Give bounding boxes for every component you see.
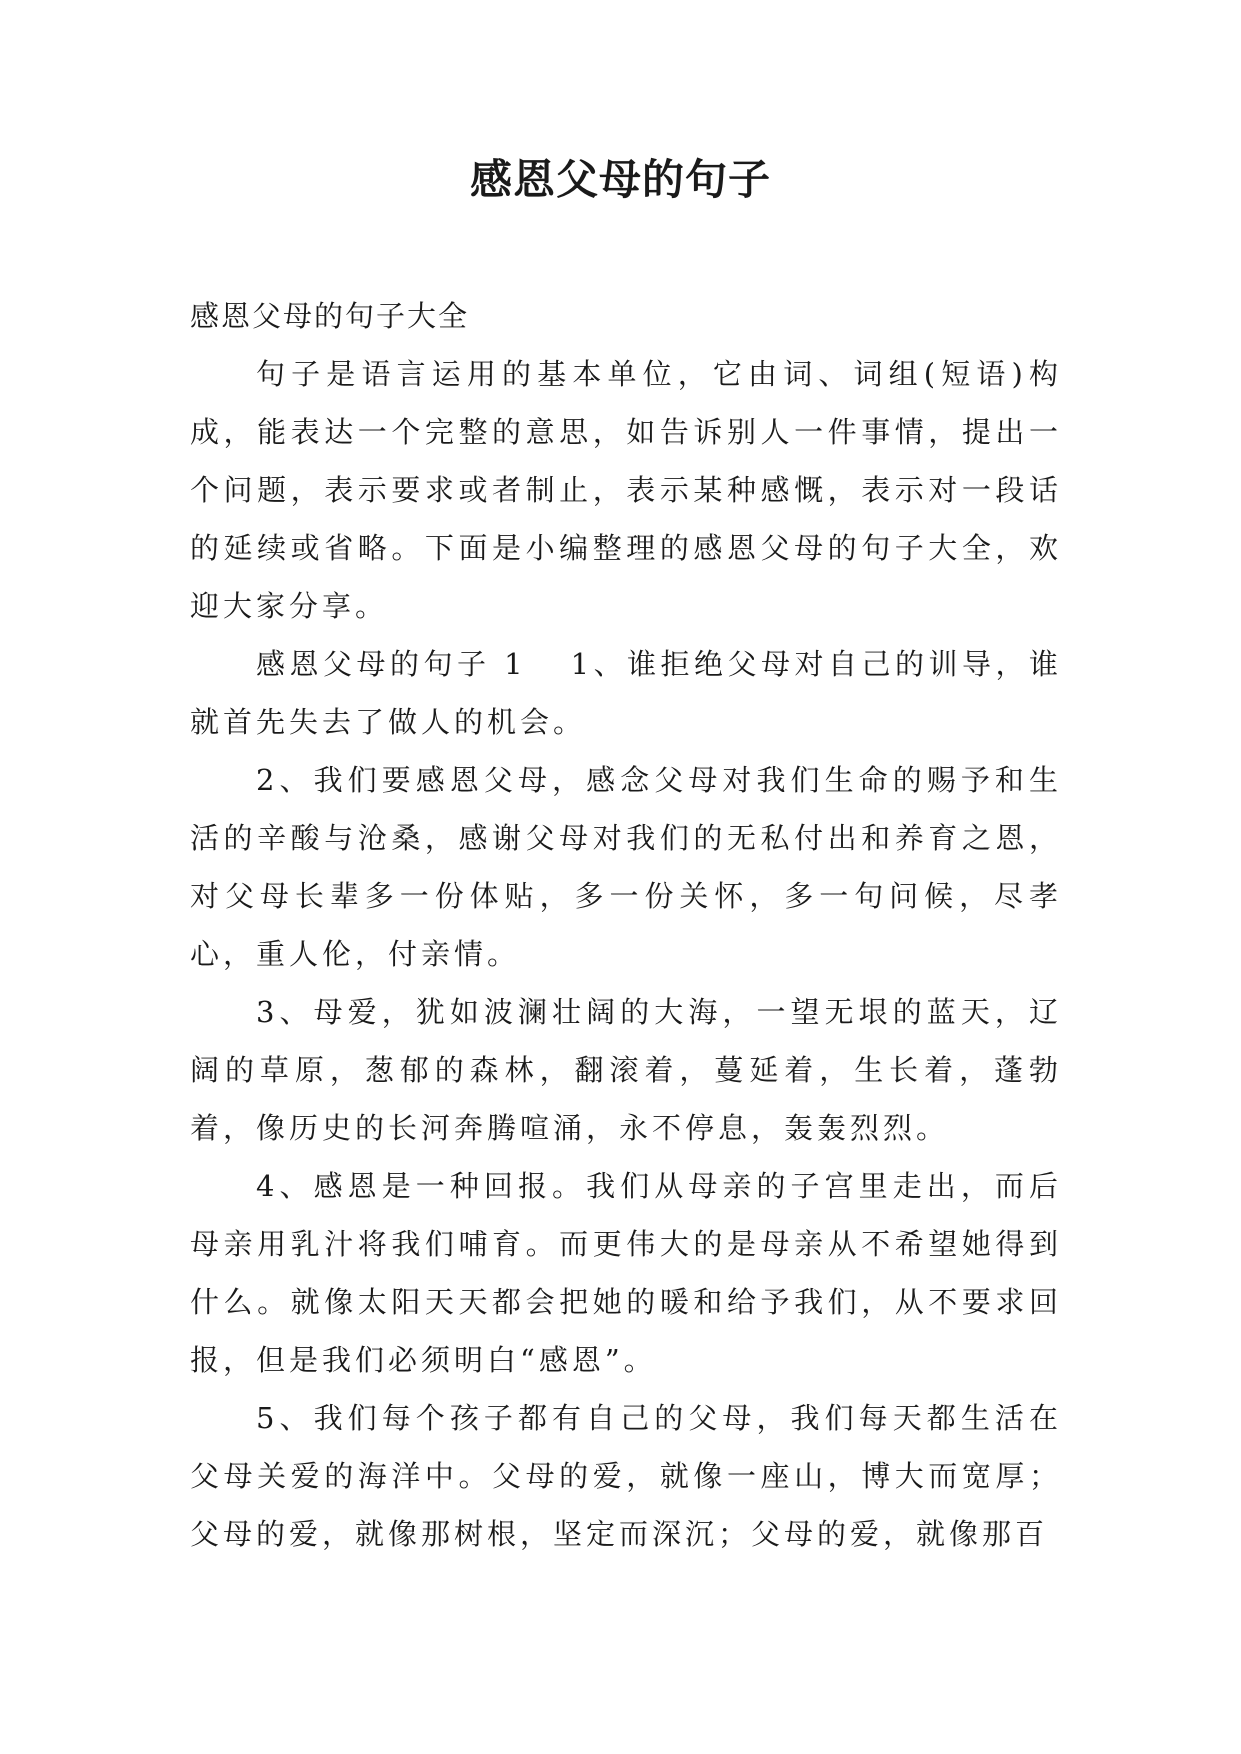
sentence-2: 2、我们要感恩父母，感念父母对我们生命的赐予和生活的辛酸与沧桑，感谢父母对我们的无私付出和养育之恩，对父母长辈多一份体贴，多一份关怀，多一句问候，尽孝心，重人伦，付亲情。 bbox=[190, 763, 1062, 971]
sentence-3: 3、母爱，犹如波澜壮阔的大海，一望无垠的蓝天，辽阔的草原，葱郁的森林，翻滚着，蔓延着，生长着，蓬勃着，像历史的长河奔腾喧涌，永不停息，轰轰烈烈。 bbox=[190, 995, 1062, 1145]
sentence-1: 1、谁拒绝父母对自己的训导，谁就首先失去了做人的机会。 bbox=[190, 647, 1062, 739]
sentence-5: 5、我们每个孩子都有自己的父母，我们每天都生活在父母关爱的海洋中。父母的爱，就像一座山，博大而宽厚；父母的爱，就像那树根，坚定而深沉；父母的爱，就像那百 bbox=[190, 1401, 1062, 1551]
document-body bbox=[190, 345, 1062, 1563]
section-1-paragraph bbox=[190, 635, 1062, 751]
document-subtitle: 感恩父母的句子大全 bbox=[190, 299, 470, 333]
section-1-heading: 感恩父母的句子 1 bbox=[256, 647, 527, 681]
intro-paragraph: 句子是语言运用的基本单位，它由词、词组(短语)构成，能表达一个完整的意思，如告诉别人一件事情，提出一个问题，表示要求或者制止，表示某种感慨，表示对一段话的延续或省略。下面是小编整理的感恩父母的句子大全，欢迎大家分享。 bbox=[190, 357, 1062, 623]
document-title: 感恩父母的句子 bbox=[469, 155, 771, 204]
sentence-4: 4、感恩是一种回报。我们从母亲的子宫里走出，而后母亲用乳汁将我们哺育。而更伟大的是母亲从不希望她得到什么。就像太阳天天都会把她的暖和给予我们，从不要求回报，但是我们必须明白“感恩”。 bbox=[190, 1169, 1062, 1377]
